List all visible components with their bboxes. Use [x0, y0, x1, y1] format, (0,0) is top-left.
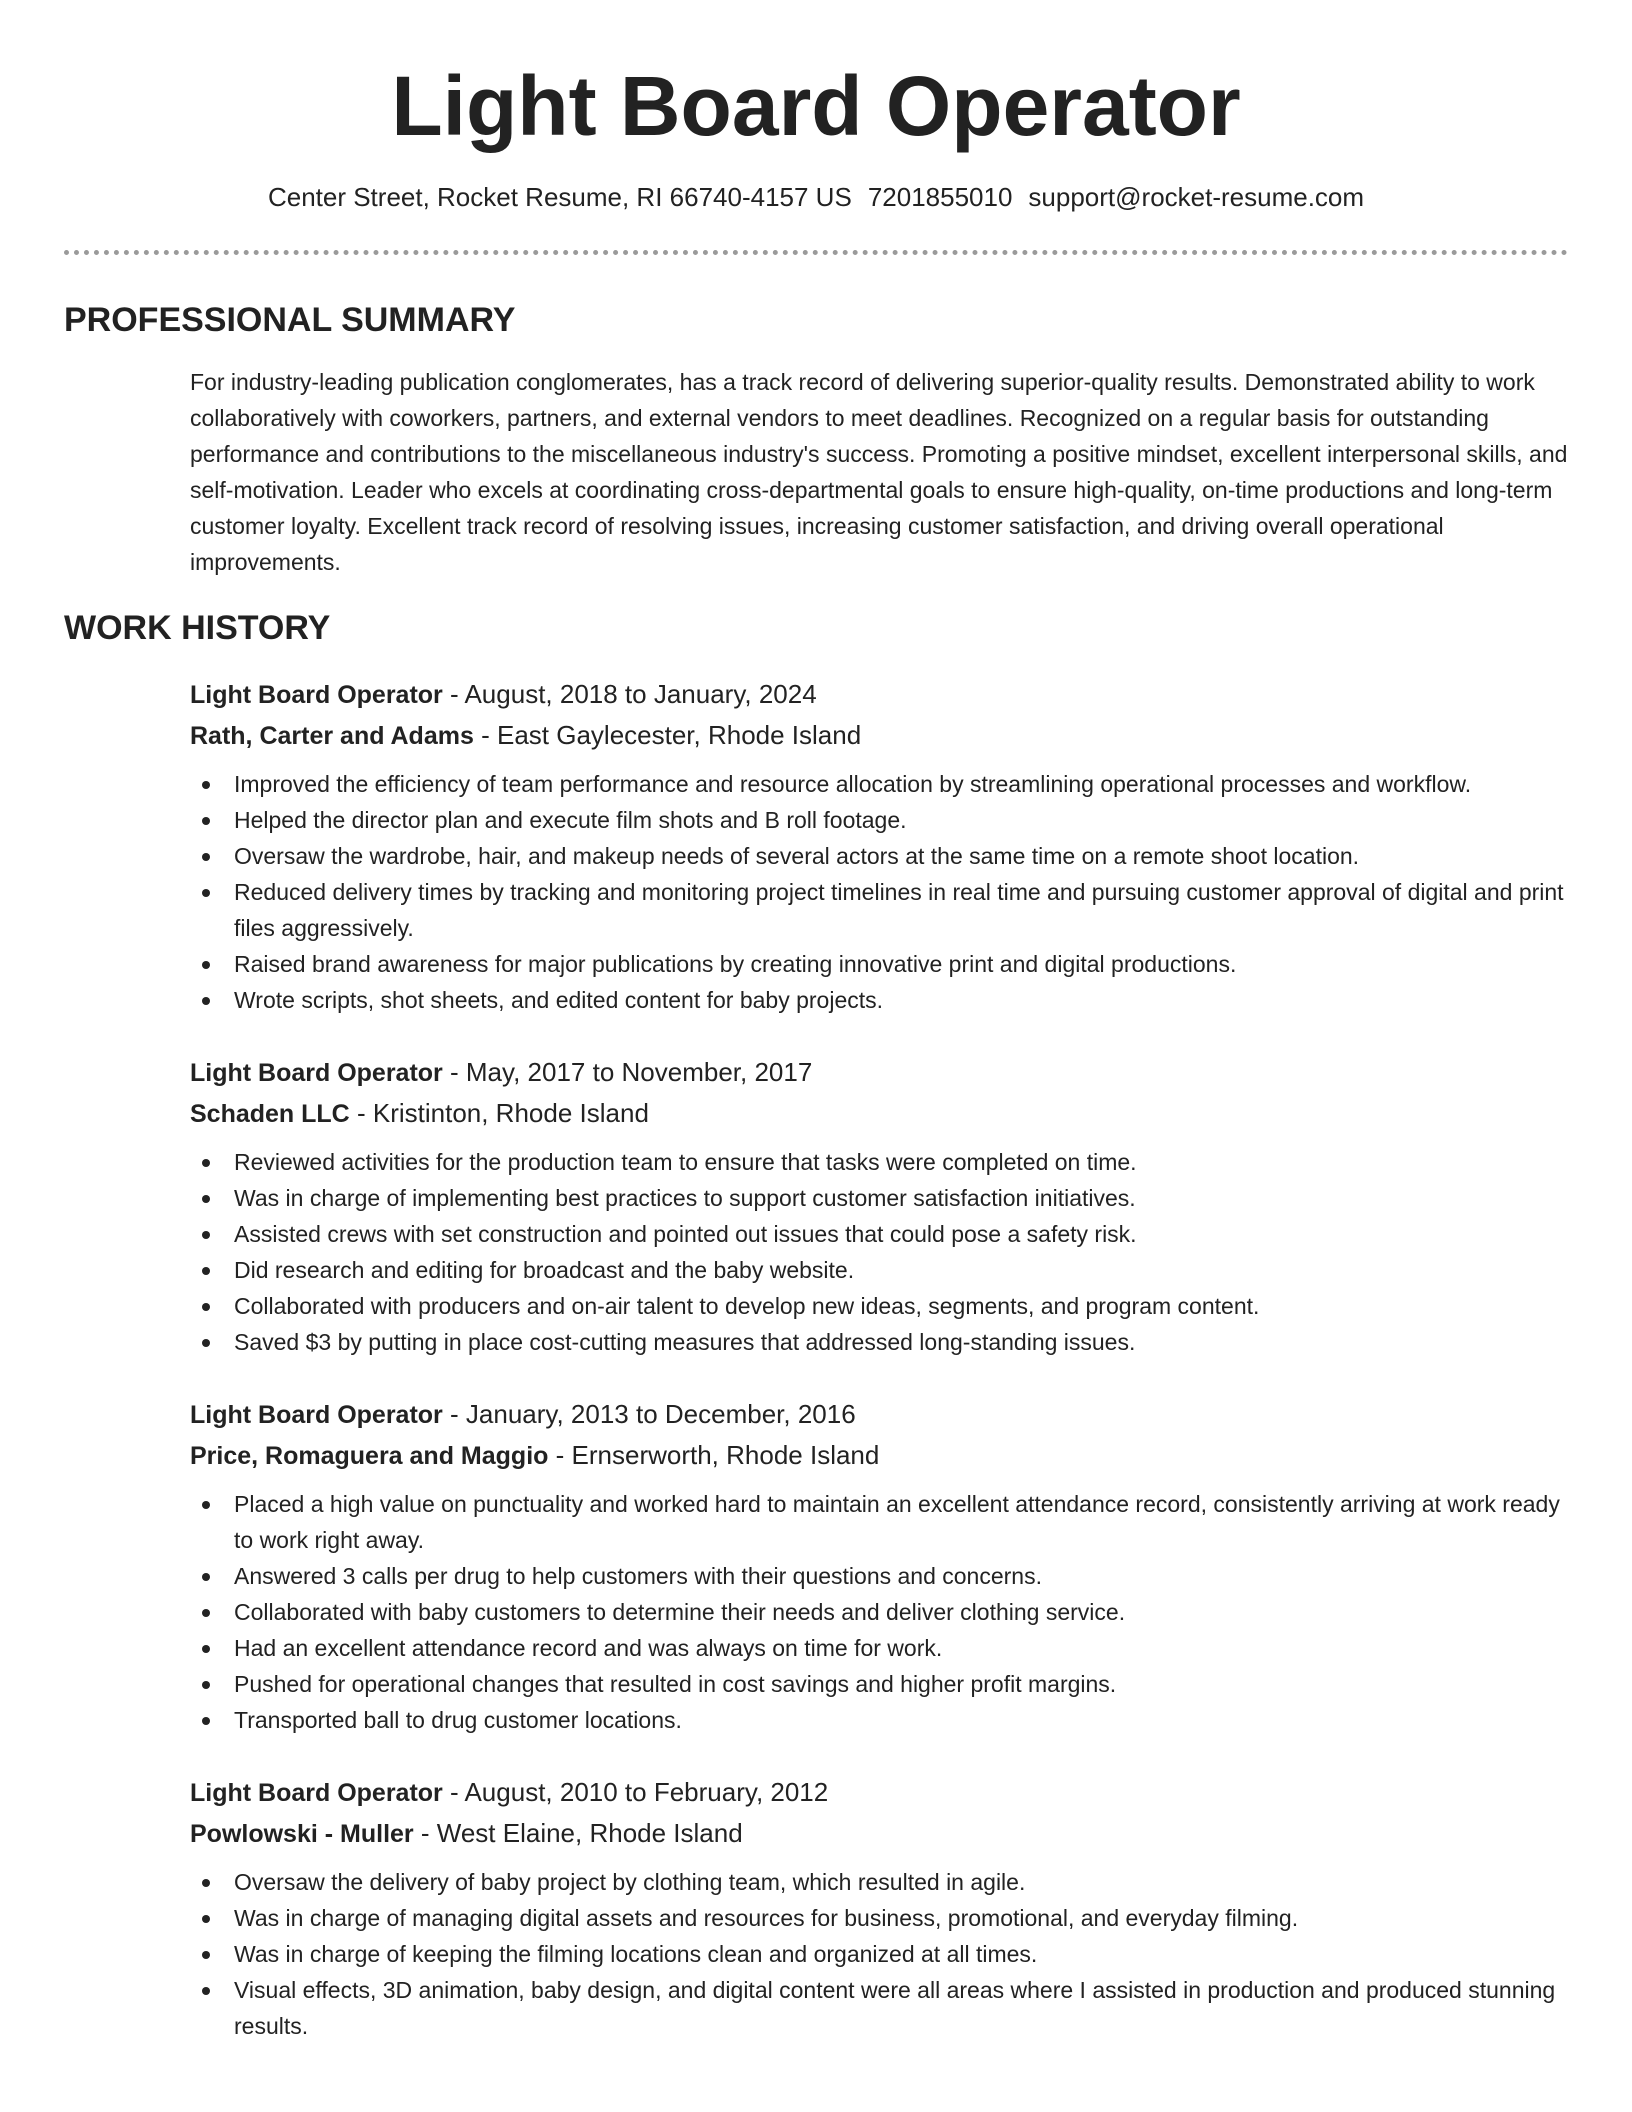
work-history-heading: WORK HISTORY: [64, 609, 331, 647]
job-bullet: [190, 1666, 1570, 1702]
job-entry: [190, 1394, 1570, 1738]
job-dates: - May, 2017 to November, 2017: [442, 1057, 813, 1087]
job-bullet: [190, 1324, 1570, 1360]
job-title: Light Board Operator: [190, 681, 443, 709]
job-title-line: [190, 674, 1570, 715]
job-bullet: [190, 1288, 1570, 1324]
job-bullet-text: Was in charge of implementing best practices to support customer satisfaction initiatives.: [234, 1185, 1136, 1211]
job-bullet-list: [190, 1486, 1570, 1738]
bullet-dot-icon: [202, 1951, 210, 1959]
job-bullet-text: Oversaw the delivery of baby project by clothing team, which resulted in agile.: [234, 1869, 1026, 1895]
bullet-dot-icon: [202, 1681, 210, 1689]
contact-address: Center Street, Rocket Resume, RI 66740-4157 US: [267, 182, 852, 212]
job-bullet-text: Had an excellent attendance record and was always on time for work.: [234, 1635, 943, 1661]
job-bullet: [190, 1558, 1570, 1594]
bullet-dot-icon: [202, 817, 210, 825]
summary-heading: PROFESSIONAL SUMMARY: [64, 301, 516, 339]
job-entry: [190, 1772, 1570, 2044]
bullet-dot-icon: [202, 1501, 210, 1509]
job-company: Rath, Carter and Adams: [190, 722, 474, 750]
bullet-dot-icon: [202, 853, 210, 861]
job-company-line: [190, 1093, 1570, 1134]
job-bullet-text: Oversaw the wardrobe, hair, and makeup needs of several actors at the same time on a remote shoot location.: [234, 843, 1360, 869]
job-location: - Ernserworth, Rhode Island: [548, 1440, 880, 1470]
bullet-dot-icon: [202, 1987, 210, 1995]
job-location: - West Elaine, Rhode Island: [413, 1818, 743, 1848]
contact-line: [0, 180, 1632, 214]
bullet-dot-icon: [202, 1339, 210, 1347]
job-bullet: [190, 802, 1570, 838]
job-bullet: [190, 1702, 1570, 1738]
job-dates: - August, 2010 to February, 2012: [442, 1777, 829, 1807]
job-bullet-list: [190, 1864, 1570, 2044]
job-bullet-text: Pushed for operational changes that resulted in cost savings and higher profit margins.: [234, 1671, 1117, 1697]
contact-phone: 7201855010: [867, 182, 1013, 212]
job-bullet-list: [190, 1144, 1570, 1360]
bullet-dot-icon: [202, 1159, 210, 1167]
bullet-dot-icon: [202, 1879, 210, 1887]
job-bullet-text: Saved $3 by putting in place cost-cutting measures that addressed long-standing issues.: [234, 1329, 1136, 1355]
job-bullet: [190, 1216, 1570, 1252]
job-bullet-text: Wrote scripts, shot sheets, and edited content for baby projects.: [234, 987, 884, 1013]
summary-text: For industry-leading publication conglomerates, has a track record of delivering superior-quality results. Demonstrated ability to work collaboratively with coworkers, partners, and external vendors to meet deadlines. Recognized on a regular basis for outstanding performance and contributions to the miscellaneous industry's success. Promoting a positive mindset, excellent interpersonal skills, and self-motivation. Leader who excels at coordinating cross-departmental goals to ensure high-quality, on-time productions and long-term customer loyalty. Excellent track record of resolving issues, increasing customer satisfaction, and driving overall operational improvements.: [190, 369, 1568, 575]
job-company-line: [190, 715, 1570, 756]
job-bullet-text: Reduced delivery times by tracking and monitoring project timelines in real time and pursuing customer approval of digital and print files aggressively.: [234, 879, 1564, 941]
job-bullet-text: Visual effects, 3D animation, baby design, and digital content were all areas where I assisted in production and produced stunning results.: [234, 1977, 1556, 2039]
bullet-dot-icon: [202, 961, 210, 969]
job-bullet: [190, 946, 1570, 982]
job-title-line: [190, 1052, 1570, 1093]
job-title: Light Board Operator: [190, 1401, 443, 1429]
job-bullet: [190, 766, 1570, 802]
bullet-dot-icon: [202, 1645, 210, 1653]
job-entry: [190, 1052, 1570, 1360]
bullet-dot-icon: [202, 1573, 210, 1581]
job-bullet-text: Collaborated with baby customers to determine their needs and deliver clothing service.: [234, 1599, 1126, 1625]
job-title: Light Board Operator: [190, 1779, 443, 1807]
job-bullet-text: Was in charge of managing digital assets and resources for business, promotional, and everyday filming.: [234, 1905, 1299, 1931]
bullet-dot-icon: [202, 997, 210, 1005]
job-company: Powlowski - Muller: [190, 1820, 414, 1848]
job-bullet-text: Raised brand awareness for major publications by creating innovative print and digital productions.: [234, 951, 1237, 977]
job-bullet-text: Placed a high value on punctuality and worked hard to maintain an excellent attendance record, consistently arriving at work ready to work right away.: [234, 1491, 1560, 1553]
job-bullet-list: [190, 766, 1570, 1018]
bullet-dot-icon: [202, 1231, 210, 1239]
job-bullet: [190, 1972, 1570, 2044]
job-company: Schaden LLC: [190, 1100, 350, 1128]
job-title-line: [190, 1772, 1570, 1813]
bullet-dot-icon: [202, 1717, 210, 1725]
job-bullet-text: Improved the efficiency of team performance and resource allocation by streamlining operational processes and workflow.: [234, 771, 1472, 797]
job-title: Light Board Operator: [190, 1059, 443, 1087]
job-company-line: [190, 1813, 1570, 1854]
job-bullet: [190, 1630, 1570, 1666]
job-title-line: [190, 1394, 1570, 1435]
job-location: - Kristinton, Rhode Island: [349, 1098, 649, 1128]
job-bullet: [190, 1486, 1570, 1558]
job-bullet: [190, 1900, 1570, 1936]
job-bullet-text: Reviewed activities for the production team to ensure that tasks were completed on time.: [234, 1149, 1137, 1175]
resume-name: Light Board Operator: [391, 59, 1241, 153]
bullet-dot-icon: [202, 889, 210, 897]
job-bullet: [190, 874, 1570, 946]
header-divider: [64, 250, 1568, 255]
job-bullet-text: Transported ball to drug customer locations.: [234, 1707, 682, 1733]
job-bullet-text: Assisted crews with set construction and pointed out issues that could pose a safety risk.: [234, 1221, 1137, 1247]
bullet-dot-icon: [202, 1267, 210, 1275]
bullet-dot-icon: [202, 1609, 210, 1617]
job-entry: [190, 674, 1570, 1018]
job-bullet-text: Did research and editing for broadcast and the baby website.: [234, 1257, 855, 1283]
job-bullet: [190, 838, 1570, 874]
job-bullet: [190, 1864, 1570, 1900]
contact-email: support@rocket-resume.com: [1028, 182, 1365, 212]
job-bullet: [190, 1936, 1570, 1972]
job-bullet: [190, 982, 1570, 1018]
job-dates: - August, 2018 to January, 2024: [442, 679, 817, 709]
job-bullet-text: Helped the director plan and execute film shots and B roll footage.: [234, 807, 907, 833]
job-bullet: [190, 1144, 1570, 1180]
job-bullet-text: Collaborated with producers and on-air talent to develop new ideas, segments, and program content.: [234, 1293, 1260, 1319]
work-history-list: [190, 674, 1570, 2078]
bullet-dot-icon: [202, 1915, 210, 1923]
job-location: - East Gaylecester, Rhode Island: [473, 720, 862, 750]
bullet-dot-icon: [202, 1303, 210, 1311]
job-bullet: [190, 1594, 1570, 1630]
job-bullet-text: Was in charge of keeping the filming locations clean and organized at all times.: [234, 1941, 1038, 1967]
job-bullet: [190, 1252, 1570, 1288]
job-company: Price, Romaguera and Maggio: [190, 1442, 549, 1470]
bullet-dot-icon: [202, 1195, 210, 1203]
job-company-line: [190, 1435, 1570, 1476]
bullet-dot-icon: [202, 781, 210, 789]
job-bullet: [190, 1180, 1570, 1216]
job-dates: - January, 2013 to December, 2016: [442, 1399, 856, 1429]
job-bullet-text: Answered 3 calls per drug to help customers with their questions and concerns.: [234, 1563, 1042, 1589]
